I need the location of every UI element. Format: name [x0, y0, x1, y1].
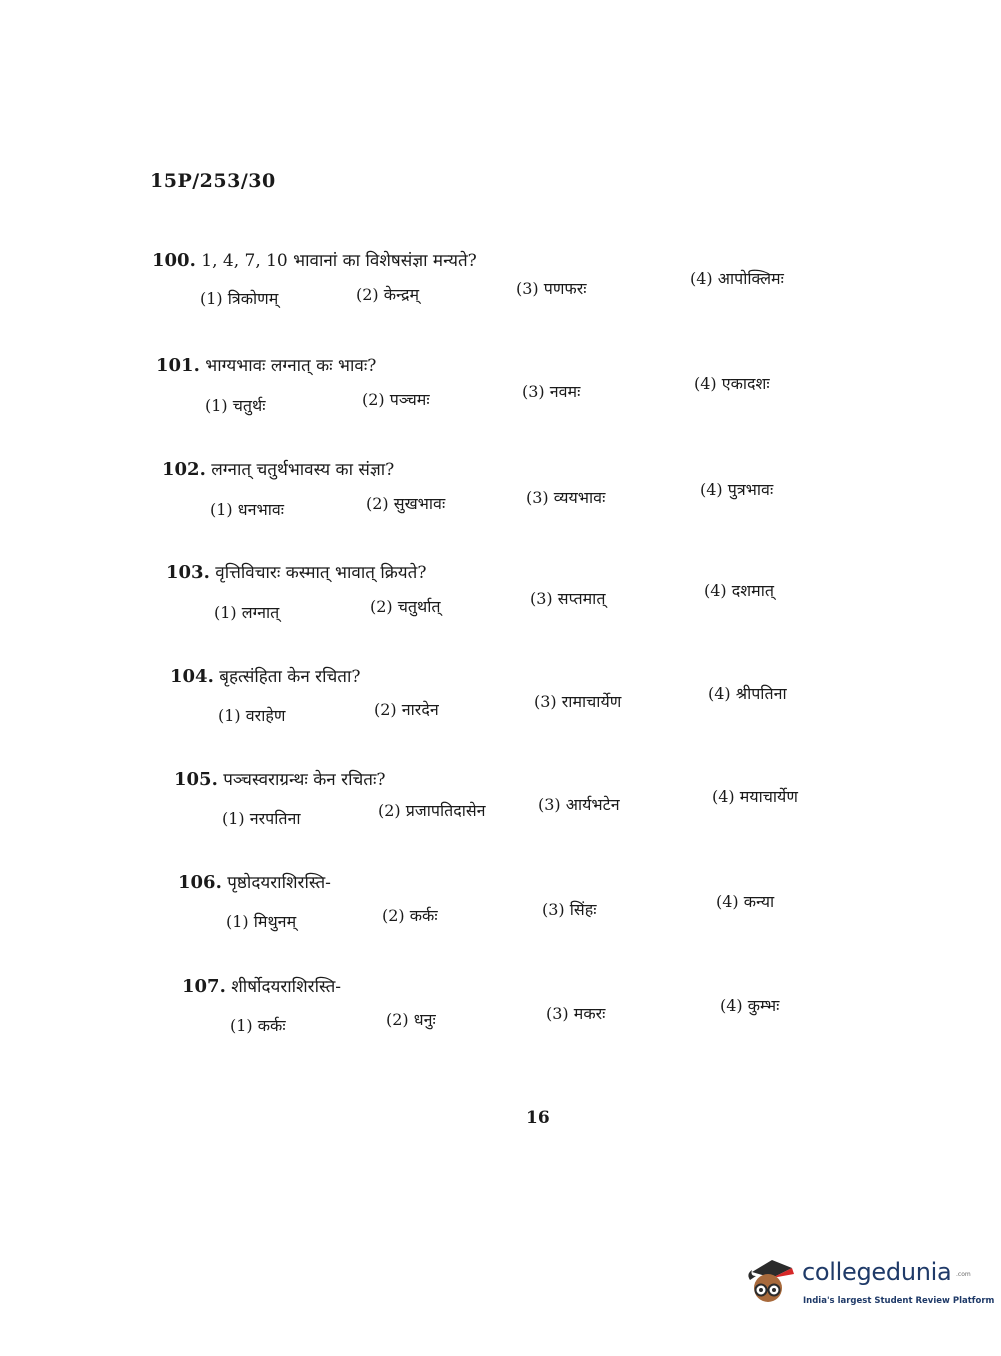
- option-2: (2) केन्द्रम्: [356, 285, 420, 304]
- option-2: (2) चतुर्थात्: [370, 597, 441, 616]
- option-2: (2) सुखभावः: [366, 494, 446, 513]
- question-105: [0, 763, 1001, 853]
- option-4: (4) पुत्रभावः: [700, 480, 774, 499]
- question-106: [0, 866, 1001, 956]
- option-3: (3) सिंहः: [542, 900, 597, 919]
- question-text: 1, 4, 7, 10 भावानां का विशेषसंज्ञा मन्यते?: [201, 251, 477, 271]
- option-2: (2) प्रजापतिदासेन: [378, 801, 486, 820]
- option-4: (4) श्रीपतिना: [708, 684, 787, 703]
- question-text: शीर्षोदयराशिरस्ति-: [231, 977, 342, 997]
- option-3: (3) रामाचार्येण: [534, 692, 622, 711]
- option-1: (1) कर्कः: [230, 1016, 286, 1035]
- option-1: (1) मिथुनम्: [226, 912, 297, 931]
- option-2: (2) धनुः: [386, 1010, 436, 1029]
- question-number: 105.: [174, 769, 218, 790]
- page-number: 16: [526, 1108, 550, 1128]
- logo-tagline: India's largest Student Review Platform: [803, 1296, 995, 1306]
- option-1: (1) लग्नात्: [214, 603, 280, 622]
- question-text: बृहत्संहिता केन रचिता?: [219, 667, 361, 687]
- option-3: (3) मकरः: [546, 1004, 606, 1023]
- option-1: (1) त्रिकोणम्: [200, 289, 279, 308]
- option-1: (1) चतुर्थः: [205, 396, 266, 415]
- question-number: 107.: [182, 976, 226, 997]
- question-number: 100.: [152, 250, 196, 271]
- question-number: 104.: [170, 666, 214, 687]
- option-1: (1) धनभावः: [210, 500, 284, 519]
- question-stem: [152, 248, 477, 271]
- question-text: पञ्चस्वराग्रन्थः केन रचितः?: [223, 770, 386, 790]
- question-stem: [174, 767, 386, 790]
- option-2: (2) कर्कः: [382, 906, 438, 925]
- question-103: [0, 555, 1001, 645]
- question-text: भाग्यभावः लग्नात् कः भावः?: [205, 356, 377, 376]
- option-2: (2) पञ्चमः: [362, 390, 430, 409]
- option-4: (4) मयाचार्येण: [712, 787, 798, 806]
- question-stem: [156, 353, 376, 376]
- option-1: (1) वराहेण: [218, 706, 286, 725]
- question-100: [0, 245, 1001, 335]
- logo-suffix: .com: [956, 1271, 971, 1278]
- question-number: 102.: [162, 459, 206, 480]
- option-3: (3) आर्यभटेन: [538, 795, 620, 814]
- option-4: (4) कन्या: [716, 892, 775, 911]
- option-3: (3) व्ययभावः: [526, 488, 606, 507]
- question-101: [0, 350, 1001, 440]
- option-3: (3) सप्तमात्: [530, 589, 606, 608]
- question-102: [0, 452, 1001, 542]
- option-4: (4) दशमात्: [704, 581, 774, 600]
- question-text: वृत्तिविचारः कस्मात् भावात् क्रियते?: [215, 563, 427, 583]
- option-1: (1) नरपतिना: [222, 809, 301, 828]
- question-text: लग्नात् चतुर्थभावस्य का संज्ञा?: [211, 460, 395, 480]
- question-number: 106.: [178, 872, 222, 893]
- paper-code: 15P/253/30: [150, 170, 276, 192]
- option-4: (4) कुम्भः: [720, 996, 780, 1015]
- question-107: [0, 970, 1001, 1060]
- option-3: (3) पणफरः: [516, 279, 587, 298]
- option-4: (4) एकादशः: [694, 374, 770, 393]
- option-2: (2) नारदेन: [374, 700, 439, 719]
- question-stem: [170, 664, 361, 687]
- mascot-icon: [742, 1250, 800, 1310]
- option-4: (4) आपोक्लिमः: [690, 269, 784, 288]
- question-number: 103.: [166, 562, 210, 583]
- collegedunia-logo: [742, 1250, 995, 1320]
- question-stem: [166, 560, 426, 583]
- option-3: (3) नवमः: [522, 382, 581, 401]
- question-stem: [162, 457, 394, 480]
- question-stem: [178, 870, 331, 893]
- logo-name: collegedunia: [802, 1258, 952, 1286]
- question-stem: [182, 974, 341, 997]
- question-104: [0, 660, 1001, 750]
- question-text: पृष्ठोदयराशिरस्ति-: [227, 873, 331, 893]
- question-number: 101.: [156, 355, 200, 376]
